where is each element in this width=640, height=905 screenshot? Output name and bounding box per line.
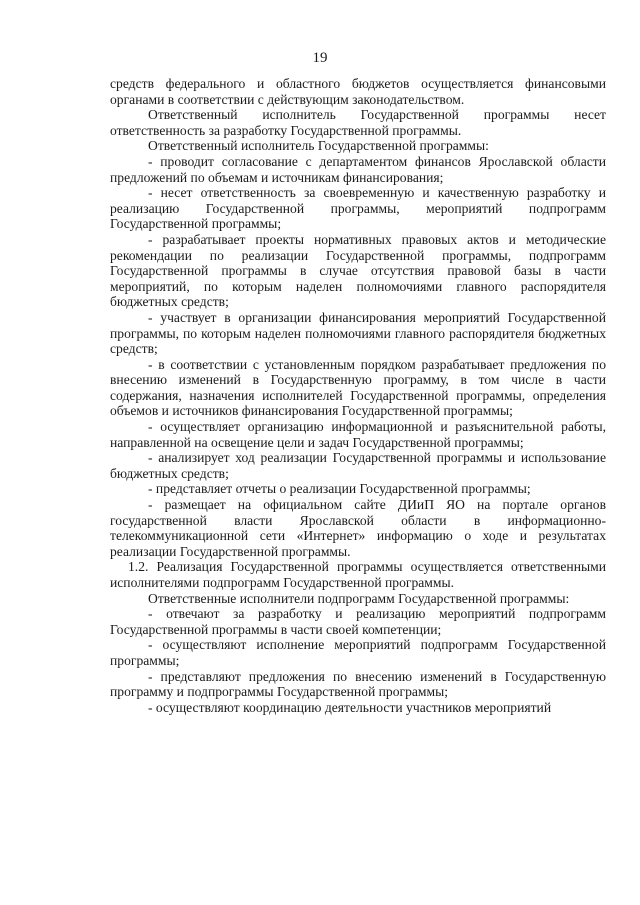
list-item: - отвечают за разработку и реализацию мероприятий подпрограмм Государственной программы в части своей компетенции; (110, 606, 606, 637)
list-item: - в соответствии с установленным порядком разрабатывает предложения по внесению изменений в Государственную программу, в том числе в части содержания, назначения исполнителей Государственной программы, определения объемов и источников финансирования Государственной программы; (110, 356, 606, 419)
list-item: - представляет отчеты о реализации Государственной программы; (148, 481, 531, 497)
paragraph: Ответственный исполнитель Государственной программы несет ответственность за разработку Государственной программы. (110, 107, 606, 138)
list-item: - осуществляет организацию информационной и разъяснительной работы, направленной на освещение цели и задач Государственной программы; (110, 419, 606, 450)
list-item: - представляют предложения по внесению изменений в Государственную программу и подпрограммы Государственной программы; (110, 668, 606, 700)
paragraph: Ответственные исполнители подпрограмм Государственной программы: (148, 590, 570, 606)
list-item: - размещает на официальном сайте ДИиП ЯО на портале органов государственной власти Ярославской области в информационно-телекоммуникационной сети «Интернет» информацию о ходе и результатах реализации Государственной программы. (110, 497, 606, 559)
page-number: 19 (312, 50, 328, 66)
list-item: - осуществляют исполнение мероприятий подпрограмм Государственной программы; (110, 637, 606, 668)
list-item: - осуществляют координацию деятельности участников мероприятий (148, 699, 552, 715)
section-paragraph: 1.2. Реализация Государственной программы осуществляется ответственными исполнителями подпрограмм Государственной программы. (110, 559, 606, 590)
list-item: - несет ответственность за своевременную и качественную разработку и реализацию Государственной программы, мероприятий подпрограмм Государственной программы; (110, 185, 606, 232)
list-item: - проводит согласование с департаментом финансов Ярославской области предложений по объемам и источникам финансирования; (110, 153, 606, 185)
paragraph: средств федерального и областного бюджетов осуществляется финансовыми органами в соответствии с действующим законодательством. (110, 76, 606, 107)
document-body (110, 76, 606, 715)
list-item: - анализирует ход реализации Государственной программы и использование бюджетных средств; (110, 450, 606, 481)
list-item: - разрабатывает проекты нормативных правовых актов и методические рекомендации по реализации Государственной программы, подпрограмм Государственной программы в случае отсутствия правовой базы в части мероприятий, по которым наделен полномочиями главного распорядителя бюджетных средств; (110, 231, 606, 310)
paragraph: Ответственный исполнитель Государственной программы: (148, 138, 489, 154)
list-item: - участвует в организации финансирования мероприятий Государственной программы, по которым наделен полномочиями главного распорядителя бюджетных средств; (110, 309, 606, 357)
